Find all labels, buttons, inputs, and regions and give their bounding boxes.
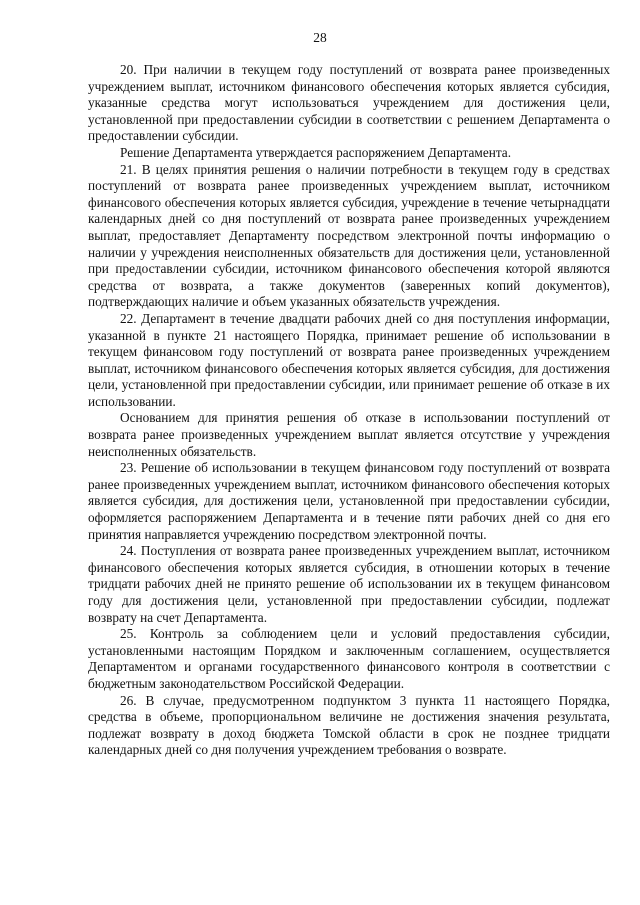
- paragraph-decision-approval: Решение Департамента утверждается распоряжением Департамента.: [120, 144, 512, 160]
- paragraph-20: 20. При наличии в текущем году поступлений от возврата ранее произведенных учреждением выплат, источником финансового обеспечения которых является субсидия, указанные средства могут использоваться учреждением для достижения цели, установленной при предоставлении субсидии в соответствии с решением Департамента о предоставлении субсидии.: [88, 62, 610, 144]
- paragraph-26: 26. В случае, предусмотренном подпунктом 3 пункта 11 настоящего Порядка, средства в объеме, пропорциональном величине не достижения значения результата, подлежат возврату в доход бюджета Томской области в срок не позднее тридцати календарных дней со дня получения учреждением требования о возврате.: [88, 692, 610, 758]
- paragraph-24: 24. Поступления от возврата ранее произведенных учреждением выплат, источником финансового обеспечения которых является субсидия, в отношении которых в течение тридцати рабочих дней не принято решение об использовании их в текущем финансовом году для достижения цели, установленной при предоставлении субсидии, подлежат возврату на счет Департамента.: [88, 543, 610, 625]
- page-number: 28: [313, 30, 327, 45]
- document-body: [88, 62, 610, 759]
- paragraph-21: 21. В целях принятия решения о наличии потребности в текущем году в средствах поступлений от возврата ранее произведенных учреждением выплат, источником финансового обеспечения которых является субсидия, учреждение в течение четырнадцати календарных дней со дня поступлений от возврата ранее произведенных учреждением выплат, предоставляет Департаменту посредством электронной почты информацию о наличии у учреждения неисполненных обязательств для достижения цели, установленной при предоставлении субсидии, источником финансового обеспечения которой являются средства от возврата, а также документов (заверенных копий документов), подтверждающих наличие и объем указанных обязательств учреждения.: [88, 161, 610, 310]
- paragraph-23: 23. Решение об использовании в текущем финансовом году поступлений от возврата ранее произведенных учреждением выплат, источником финансового обеспечения которых является субсидия, для достижения цели, установленной при предоставлении субсидии, оформляется распоряжением Департамента и в течение пяти рабочих дней со дня его принятия направляется учреждению посредством электронной почты.: [88, 460, 610, 542]
- paragraph-25: 25. Контроль за соблюдением цели и условий предоставления субсидии, установленными настоящим Порядком и заключенным соглашением, осуществляется Департаментом и органами государственного финансового контроля в соответствии с бюджетным законодательством Российской Федерации.: [88, 626, 610, 691]
- paragraph-refusal-grounds: Основанием для принятия решения об отказе в использовании поступлений от возврата ранее произведенных учреждением выплат является отсутствие у учреждения неисполненных обязательств.: [88, 410, 610, 459]
- paragraph-22: 22. Департамент в течение двадцати рабочих дней со дня поступления информации, указанной в пункте 21 настоящего Порядка, принимает решение об использовании в текущем финансовом году поступлений от возврата ранее произведенных учреждением выплат, источником финансового обеспечения которых является субсидия, для достижения цели, установленной при предоставлении субсидии, или принимает решение об отказе в их использовании.: [88, 310, 610, 409]
